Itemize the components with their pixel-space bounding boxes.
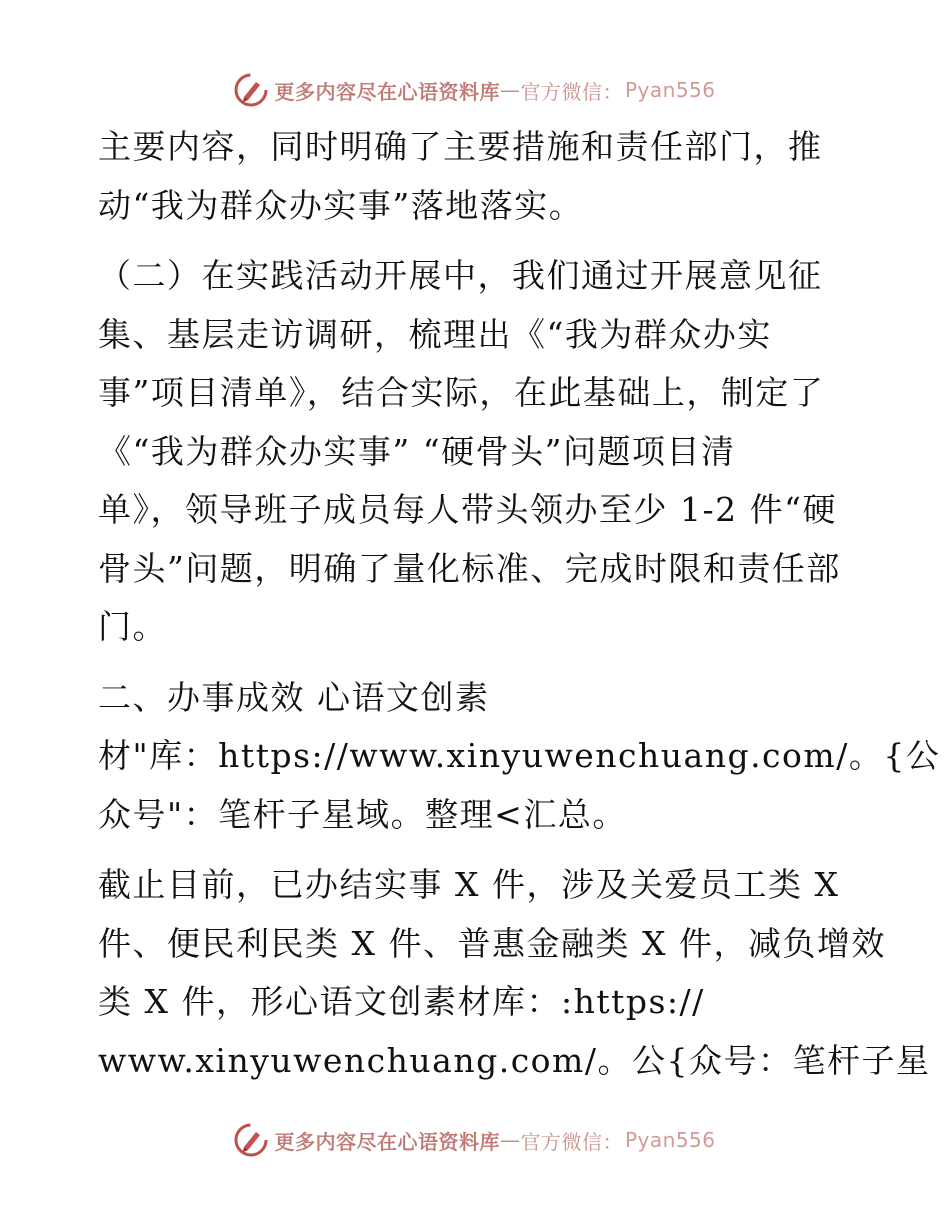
text-line: 材"库：https://www.xinyuwenchuang.com/。{公 (98, 736, 941, 775)
watermark-sub-text: 官方微信： (520, 1129, 623, 1154)
paragraph-1 (98, 118, 858, 235)
text-line: 截止目前，已办结实事 X 件，涉及关爱员工类 X (98, 865, 840, 904)
text-line: 众号"：笔杆子星域。整理<汇总。 (98, 794, 627, 834)
pen-logo-icon (234, 73, 268, 107)
watermark-main-text: 更多内容尽在心语资料库 (274, 79, 500, 104)
text-line: 门。 (98, 607, 167, 646)
document-body (98, 118, 941, 1090)
text-line: 二、办事成效 心语文创素 (98, 677, 490, 717)
text-line: 集、基层走访调研，梳理出《“我为群众办实 (98, 314, 772, 354)
watermark-banner-bottom (0, 1120, 950, 1160)
text-line: 单》，领导班子成员每人带头领办至少 1-2 件“硬 (98, 490, 837, 529)
text-line: 类 X 件，形心语文创素材库：:https:// (98, 982, 705, 1021)
watermark-main-text: 更多内容尽在心语资料库 (274, 1129, 500, 1154)
text-line: 主要内容，同时明确了主要措施和责任部门，推 (98, 127, 823, 166)
pen-logo-icon (234, 1123, 268, 1157)
paragraph-3-heading (98, 669, 941, 845)
watermark-banner-top (0, 70, 950, 110)
text-line: www.xinyuwenchuang.com/。公{众号：笔杆子星 (98, 1040, 931, 1080)
watermark-sub-text: 官方微信： (520, 79, 623, 104)
text-line: 骨头”问题，明确了量化标准、完成时限和责任部 (98, 548, 841, 588)
text-line: 件、便民利民类 X 件、普惠金融类 X 件，减负增效 (98, 923, 886, 963)
watermark-separator: — (499, 78, 521, 102)
text-line: 《“我为群众办实事” “硬骨头”问题项目清 (98, 431, 736, 471)
text-line: 动“我为群众办实事”落地落实。 (98, 185, 584, 225)
paragraph-4 (98, 856, 931, 1090)
watermark-wechat-id: Pyan556 (624, 1128, 716, 1152)
watermark-separator: — (499, 1128, 521, 1152)
text-line: （二）在实践活动开展中，我们通过开展意见征 (98, 256, 823, 295)
text-line: 事”项目清单》，结合实际，在此基础上，制定了 (98, 373, 825, 412)
watermark-wechat-id: Pyan556 (624, 78, 716, 102)
paragraph-2 (98, 247, 858, 657)
